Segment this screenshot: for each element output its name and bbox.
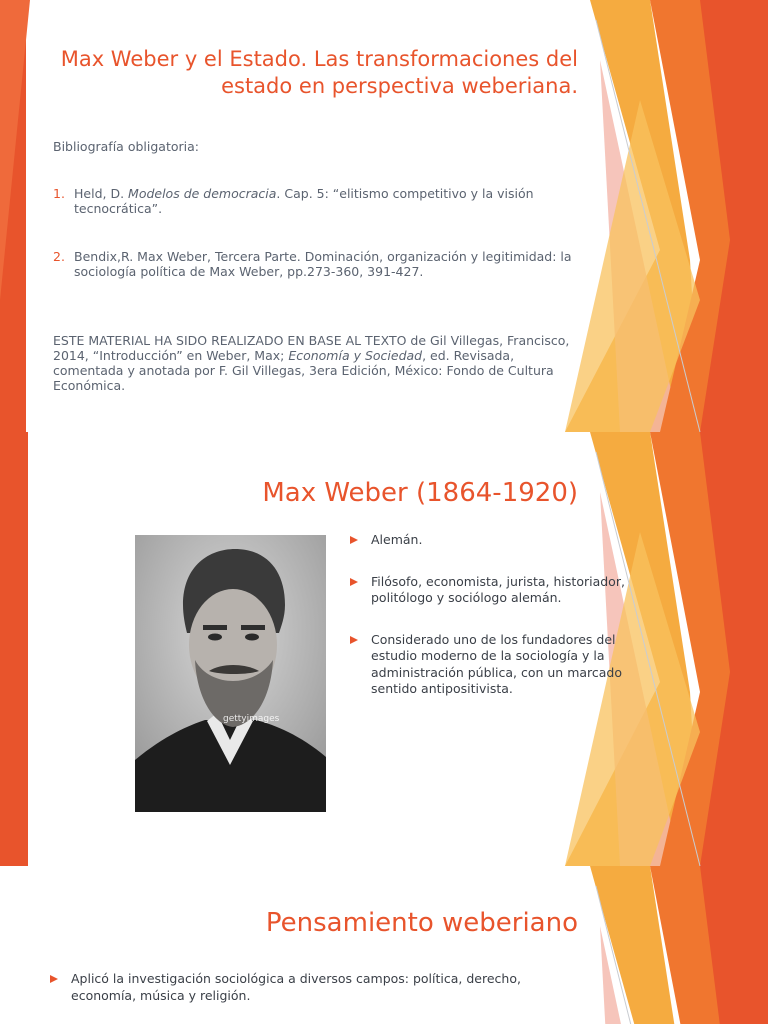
source-note-detail: , ed. Revisada, comentada y anotada por F. Gil Villegas, 3era Edición, México: Fondo de Cultura Económica.	[53, 348, 554, 393]
bullet-text: Alemán.	[371, 532, 423, 547]
slide-1	[0, 0, 768, 432]
bullet-item	[350, 574, 640, 607]
reference-author: Held, D.	[74, 186, 129, 201]
bullet-item	[350, 632, 640, 698]
bibliography-heading: Bibliografía obligatoria:	[53, 139, 199, 154]
bullet-list	[50, 971, 580, 1004]
slide-title: Pensamiento weberiano	[265, 908, 578, 938]
eye-right	[245, 634, 259, 641]
slide-3	[0, 866, 768, 1024]
bullet-item	[350, 532, 640, 549]
photo-watermark: gettyimages	[223, 714, 280, 724]
eye-left	[208, 634, 222, 641]
source-note-text: ESTE MATERIAL HA SIDO REALIZADO EN BASE AL TEXTO de Gil Villegas, Francisco, 2014, “Introducción” en Weber, Max;	[53, 333, 570, 363]
bullet-item	[50, 971, 580, 1004]
bullet-arrow-icon	[350, 636, 358, 644]
slide-title: Max Weber (1864-1920)	[262, 478, 578, 508]
reference-text	[74, 186, 578, 216]
reference-number: 1.	[53, 186, 65, 201]
reference-item	[53, 249, 578, 279]
bullet-arrow-icon	[350, 536, 358, 544]
eyebrow-left	[203, 625, 227, 630]
portrait-photo	[135, 535, 326, 812]
source-note-work-title: Economía y Sociedad	[288, 348, 423, 363]
bullet-arrow-icon	[350, 578, 358, 586]
bullet-list	[350, 532, 640, 723]
eyebrow-right	[241, 625, 265, 630]
left-accent-shape	[0, 432, 28, 866]
reference-text: Bendix,R. Max Weber, Tercera Parte. Dominación, organización y legitimidad: la sociología política de Max Weber, pp.273-360, 391-427.	[74, 249, 572, 279]
reference-work-title: Modelos de democracia	[128, 186, 277, 201]
page-title: Max Weber y el Estado. Las transformaciones del estado en perspectiva weberiana.	[60, 47, 578, 98]
bullet-text: Filósofo, economista, jurista, historiador, politólogo y sociólogo alemán.	[371, 573, 625, 605]
bullet-arrow-icon	[50, 975, 58, 983]
reference-number: 2.	[53, 249, 65, 264]
bullet-text: Aplicó la investigación sociológica a diversos campos: política, derecho, economía, música y religión.	[71, 971, 521, 1003]
bullet-text: Considerado uno de los fundadores del estudio moderno de la sociología y la administración pública, con un marcado sentido antipositivista.	[371, 631, 623, 696]
slide-2	[0, 432, 768, 866]
source-note	[53, 333, 578, 393]
reference-item	[53, 186, 578, 216]
reference-detail: . Cap. 5: “elitismo competitivo y la visión tecnocrática”.	[74, 186, 534, 216]
